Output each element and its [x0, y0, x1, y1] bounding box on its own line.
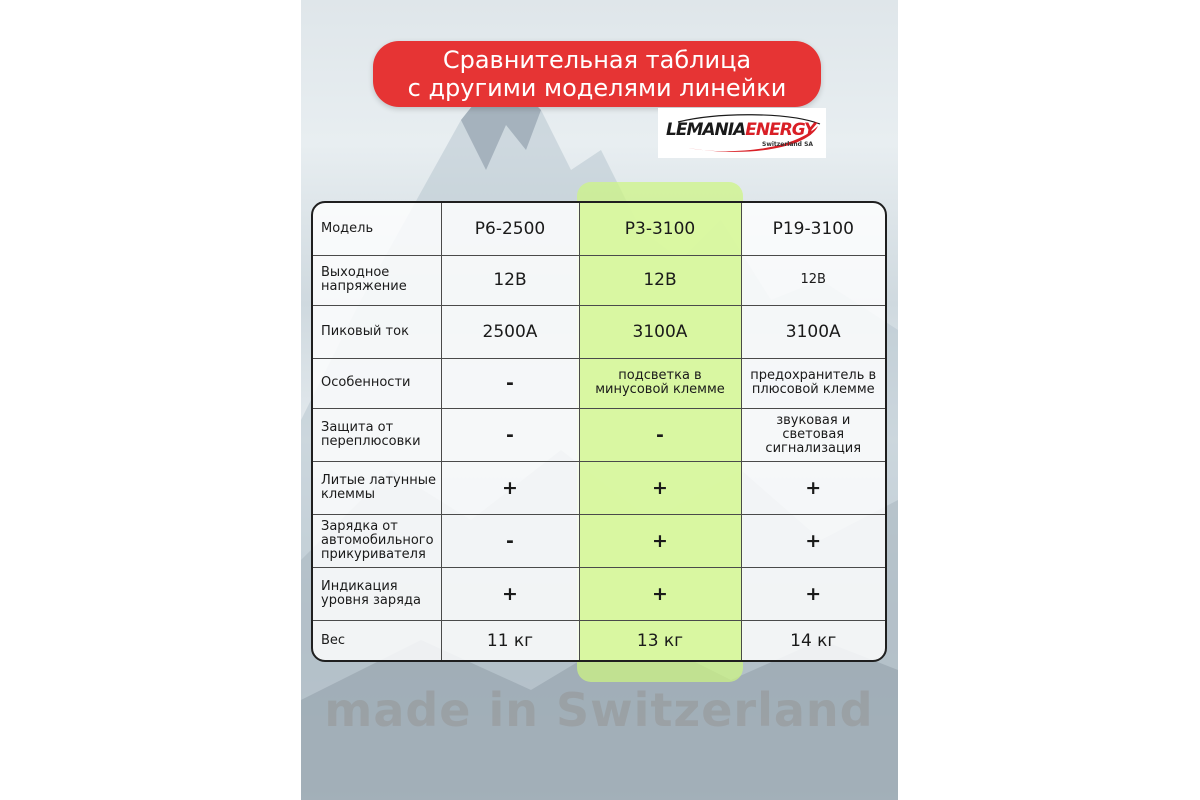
comparison-table-container: [311, 201, 887, 662]
table-cell: +: [579, 461, 741, 514]
table-cell: 12В: [441, 255, 579, 305]
table-row: [313, 255, 885, 305]
table-cell: -: [579, 408, 741, 461]
table-cell: +: [579, 567, 741, 620]
table-row-label: Защита от переплюсовки: [313, 408, 441, 461]
table-row: [313, 461, 885, 514]
table-cell: +: [579, 514, 741, 567]
table-header-row: [313, 203, 885, 255]
table-cell: -: [441, 408, 579, 461]
table-cell: 14 кг: [790, 631, 837, 652]
title-banner: [373, 41, 821, 107]
table-row-label: Литые латунные клеммы: [313, 461, 441, 514]
table-cell: 3100А: [741, 305, 885, 358]
logo-subtitle: Switzerland SA: [762, 141, 814, 148]
table-cell: подсветка в минусовой клемме: [579, 358, 741, 408]
table-cell: 2500А: [441, 305, 579, 358]
table-row-label: Выходное напряжение: [313, 255, 441, 305]
table-header-cell: P19-3100: [741, 203, 885, 255]
table-row: [313, 620, 885, 662]
watermark-text: made in Switzerland: [324, 683, 874, 737]
table-cell: 13 кг: [579, 620, 741, 662]
table-cell: +: [441, 567, 579, 620]
table-cell: 12В: [579, 255, 741, 305]
table-row: [313, 567, 885, 620]
logo-brand-accent: ENERGY: [745, 120, 816, 140]
table-cell: -: [441, 514, 579, 567]
table-cell: 11 кг: [441, 620, 579, 662]
table-row-label: Зарядка от автомобильного прикуривателя: [313, 514, 441, 567]
logo-brand-main: LEMANIA: [666, 120, 746, 140]
table-row-label: Индикация уровня заряда: [313, 567, 441, 620]
table-cell: 12В: [741, 255, 885, 305]
table-header-cell: P3-3100: [579, 203, 741, 255]
title-line-1: Сравнительная таблица: [442, 46, 752, 74]
brand-logo: [658, 108, 826, 158]
table-row-label: Вес: [313, 620, 441, 662]
table-cell: предохранитель в плюсовой клемме: [741, 358, 885, 408]
comparison-table: [313, 203, 885, 662]
table-cell: 3100А: [579, 305, 741, 358]
table-cell: +: [741, 514, 885, 567]
table-row-label: Особенности: [313, 358, 441, 408]
table-row: [313, 408, 885, 461]
table-cell: звуковая и световая сигнализация: [741, 408, 885, 461]
table-cell: +: [741, 461, 885, 514]
table-cell: -: [441, 358, 579, 408]
title-line-2: с другими моделями линейки: [407, 74, 787, 102]
table-header-cell: Модель: [313, 203, 441, 255]
table-header-cell: P6-2500: [441, 203, 579, 255]
table-row-label: Пиковый ток: [313, 305, 441, 358]
logo-wordmark: [666, 120, 815, 140]
table-row: [313, 305, 885, 358]
table-row: [313, 514, 885, 567]
table-cell: +: [441, 461, 579, 514]
table-row: [313, 358, 885, 408]
table-cell: +: [741, 567, 885, 620]
